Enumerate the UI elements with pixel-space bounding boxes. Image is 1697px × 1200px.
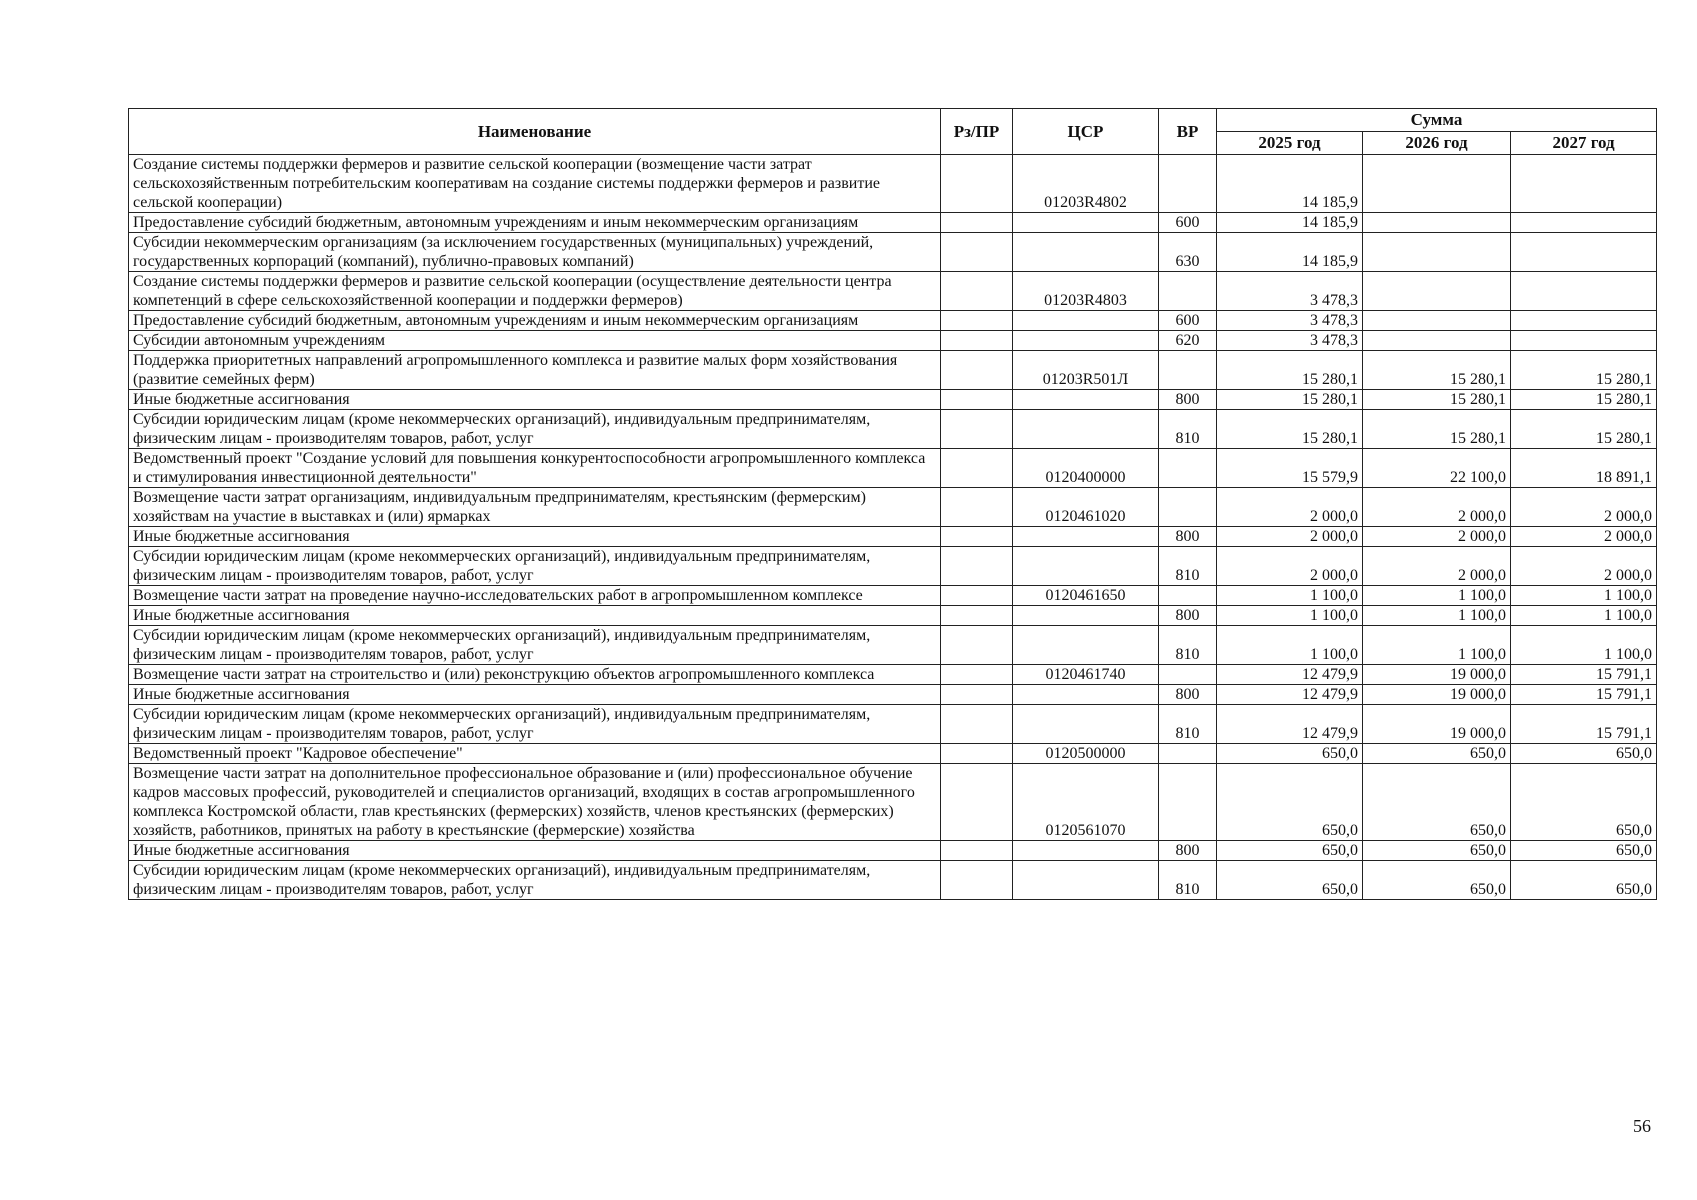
- row-sum-2025: 15 280,1: [1217, 410, 1363, 449]
- row-sum-2026: [1363, 233, 1511, 272]
- row-sum-2026: 650,0: [1363, 841, 1511, 861]
- row-sum-2026: 2 000,0: [1363, 527, 1511, 547]
- row-sum-2027: 650,0: [1511, 764, 1657, 841]
- row-sum-2026: 19 000,0: [1363, 685, 1511, 705]
- row-csr: [1013, 213, 1159, 233]
- row-sum-2026: [1363, 155, 1511, 213]
- row-csr: 0120461740: [1013, 665, 1159, 685]
- row-sum-2027: 15 280,1: [1511, 410, 1657, 449]
- row-csr: [1013, 331, 1159, 351]
- row-name: Возмещение части затрат на строительство и (или) реконструкцию объектов агропромышленного комплекса: [129, 665, 941, 685]
- row-sum-2027: [1511, 331, 1657, 351]
- row-vr: 810: [1159, 547, 1217, 586]
- row-vr: 810: [1159, 626, 1217, 665]
- row-vr: 810: [1159, 861, 1217, 900]
- row-sum-2025: 2 000,0: [1217, 527, 1363, 547]
- row-csr: [1013, 705, 1159, 744]
- table-row: [129, 155, 1657, 213]
- row-rzpr: [941, 744, 1013, 764]
- row-sum-2026: [1363, 213, 1511, 233]
- row-sum-2025: 15 280,1: [1217, 390, 1363, 410]
- row-name: Возмещение части затрат на дополнительное профессиональное образование и (или) профессиональное обучение кадров массовых профессий, руководителей и специалистов организаций, входящих в состав агропромышленного комплекса Костромской области, глав крестьянских (фермерских) хозяйств, членов крестьянских (фермерских) хозяйств, работников, принятых на работу в крестьянские (фермерские) хозяйства: [129, 764, 941, 841]
- row-name: Субсидии юридическим лицам (кроме некоммерческих организаций), индивидуальным предпринимателям, физическим лицам - производителям товаров, работ, услуг: [129, 410, 941, 449]
- table-row: [129, 272, 1657, 311]
- row-name: Предоставление субсидий бюджетным, автономным учреждениям и иным некоммерческим организациям: [129, 213, 941, 233]
- row-sum-2025: 2 000,0: [1217, 547, 1363, 586]
- row-rzpr: [941, 705, 1013, 744]
- row-sum-2026: [1363, 331, 1511, 351]
- row-sum-2027: 15 791,1: [1511, 685, 1657, 705]
- row-sum-2027: 18 891,1: [1511, 449, 1657, 488]
- row-csr: 01203R4802: [1013, 155, 1159, 213]
- row-name: Субсидии юридическим лицам (кроме некоммерческих организаций), индивидуальным предпринимателям, физическим лицам - производителям товаров, работ, услуг: [129, 547, 941, 586]
- row-sum-2025: 1 100,0: [1217, 586, 1363, 606]
- row-rzpr: [941, 449, 1013, 488]
- row-rzpr: [941, 527, 1013, 547]
- table-row: [129, 488, 1657, 527]
- header-csr: ЦСР: [1013, 109, 1159, 155]
- row-sum-2026: 650,0: [1363, 764, 1511, 841]
- table-row: [129, 841, 1657, 861]
- row-vr: 810: [1159, 705, 1217, 744]
- row-csr: [1013, 233, 1159, 272]
- row-csr: [1013, 606, 1159, 626]
- row-name: Субсидии юридическим лицам (кроме некоммерческих организаций), индивидуальным предпринимателям, физическим лицам - производителям товаров, работ, услуг: [129, 861, 941, 900]
- row-rzpr: [941, 311, 1013, 331]
- row-csr: 01203R4803: [1013, 272, 1159, 311]
- row-rzpr: [941, 547, 1013, 586]
- row-sum-2027: 1 100,0: [1511, 626, 1657, 665]
- row-sum-2025: 650,0: [1217, 861, 1363, 900]
- table-row: [129, 233, 1657, 272]
- row-csr: [1013, 390, 1159, 410]
- row-sum-2026: 650,0: [1363, 861, 1511, 900]
- row-csr: [1013, 626, 1159, 665]
- row-name: Иные бюджетные ассигнования: [129, 685, 941, 705]
- row-vr: 810: [1159, 410, 1217, 449]
- row-sum-2027: 650,0: [1511, 861, 1657, 900]
- row-sum-2025: 2 000,0: [1217, 488, 1363, 527]
- row-vr: 630: [1159, 233, 1217, 272]
- row-rzpr: [941, 488, 1013, 527]
- row-sum-2027: [1511, 233, 1657, 272]
- header-year-2026: 2026 год: [1363, 132, 1511, 155]
- row-sum-2025: 15 579,9: [1217, 449, 1363, 488]
- row-rzpr: [941, 861, 1013, 900]
- row-sum-2025: 12 479,9: [1217, 685, 1363, 705]
- row-rzpr: [941, 351, 1013, 390]
- row-name: Ведомственный проект "Кадровое обеспечение": [129, 744, 941, 764]
- row-vr: [1159, 272, 1217, 311]
- table-row: [129, 213, 1657, 233]
- row-vr: [1159, 665, 1217, 685]
- table-row: [129, 547, 1657, 586]
- row-sum-2025: 14 185,9: [1217, 213, 1363, 233]
- row-name: Субсидии юридическим лицам (кроме некоммерческих организаций), индивидуальным предпринимателям, физическим лицам - производителям товаров, работ, услуг: [129, 626, 941, 665]
- row-rzpr: [941, 410, 1013, 449]
- table-row: [129, 685, 1657, 705]
- row-csr: [1013, 841, 1159, 861]
- row-vr: [1159, 744, 1217, 764]
- row-sum-2026: 1 100,0: [1363, 626, 1511, 665]
- row-sum-2027: 650,0: [1511, 841, 1657, 861]
- row-vr: 800: [1159, 390, 1217, 410]
- row-csr: 0120461650: [1013, 586, 1159, 606]
- table-row: [129, 764, 1657, 841]
- row-sum-2025: 12 479,9: [1217, 665, 1363, 685]
- row-csr: [1013, 685, 1159, 705]
- table-row: [129, 861, 1657, 900]
- row-vr: 800: [1159, 527, 1217, 547]
- table-row: [129, 606, 1657, 626]
- row-name: Иные бюджетные ассигнования: [129, 606, 941, 626]
- row-csr: [1013, 861, 1159, 900]
- row-vr: 600: [1159, 311, 1217, 331]
- table-row: [129, 665, 1657, 685]
- row-sum-2026: 15 280,1: [1363, 390, 1511, 410]
- row-sum-2025: 1 100,0: [1217, 626, 1363, 665]
- row-vr: 620: [1159, 331, 1217, 351]
- row-sum-2026: 2 000,0: [1363, 547, 1511, 586]
- row-name: Возмещение части затрат организациям, индивидуальным предпринимателям, крестьянским (фермерским) хозяйствам на участие в выставках и (или) ярмарках: [129, 488, 941, 527]
- row-rzpr: [941, 606, 1013, 626]
- row-sum-2027: 1 100,0: [1511, 586, 1657, 606]
- row-name: Субсидии юридическим лицам (кроме некоммерческих организаций), индивидуальным предпринимателям, физическим лицам - производителям товаров, работ, услуг: [129, 705, 941, 744]
- header-vr: ВР: [1159, 109, 1217, 155]
- row-csr: 0120461020: [1013, 488, 1159, 527]
- row-name: Субсидии автономным учреждениям: [129, 331, 941, 351]
- row-rzpr: [941, 155, 1013, 213]
- table-row: [129, 705, 1657, 744]
- row-sum-2025: 1 100,0: [1217, 606, 1363, 626]
- row-sum-2025: 650,0: [1217, 841, 1363, 861]
- row-sum-2026: 2 000,0: [1363, 488, 1511, 527]
- row-sum-2025: 3 478,3: [1217, 331, 1363, 351]
- table-row: [129, 744, 1657, 764]
- row-vr: 800: [1159, 606, 1217, 626]
- row-vr: [1159, 764, 1217, 841]
- row-vr: 600: [1159, 213, 1217, 233]
- row-sum-2025: 3 478,3: [1217, 311, 1363, 331]
- row-sum-2026: 1 100,0: [1363, 586, 1511, 606]
- row-name: Субсидии некоммерческим организациям (за исключением государственных (муниципальных) учреждений, государственных корпораций (компаний), публично-правовых компаний): [129, 233, 941, 272]
- row-name: Предоставление субсидий бюджетным, автономным учреждениям и иным некоммерческим организациям: [129, 311, 941, 331]
- row-sum-2026: 19 000,0: [1363, 705, 1511, 744]
- table-row: [129, 527, 1657, 547]
- row-csr: 0120500000: [1013, 744, 1159, 764]
- budget-table: [128, 108, 1657, 900]
- row-vr: [1159, 155, 1217, 213]
- row-name: Ведомственный проект "Создание условий для повышения конкурентоспособности агропромышленного комплекса и стимулирования инвестиционной деятельности": [129, 449, 941, 488]
- row-vr: 800: [1159, 685, 1217, 705]
- row-rzpr: [941, 626, 1013, 665]
- row-sum-2025: 12 479,9: [1217, 705, 1363, 744]
- row-rzpr: [941, 841, 1013, 861]
- row-vr: 800: [1159, 841, 1217, 861]
- row-sum-2025: 650,0: [1217, 744, 1363, 764]
- header-rzpr: Рз/ПР: [941, 109, 1013, 155]
- row-sum-2027: 2 000,0: [1511, 527, 1657, 547]
- table-row: [129, 626, 1657, 665]
- row-sum-2025: 14 185,9: [1217, 233, 1363, 272]
- table-row: [129, 586, 1657, 606]
- row-vr: [1159, 351, 1217, 390]
- row-sum-2025: 3 478,3: [1217, 272, 1363, 311]
- row-name: Иные бюджетные ассигнования: [129, 390, 941, 410]
- row-name: Иные бюджетные ассигнования: [129, 841, 941, 861]
- row-rzpr: [941, 764, 1013, 841]
- row-rzpr: [941, 586, 1013, 606]
- row-csr: [1013, 527, 1159, 547]
- row-name: Создание системы поддержки фермеров и развитие сельской кооперации (возмещение части затрат сельскохозяйственным потребительским кооперативам на создание системы поддержки фермеров и развитие сельской кооперации): [129, 155, 941, 213]
- row-sum-2027: 15 280,1: [1511, 351, 1657, 390]
- header-name: Наименование: [129, 109, 941, 155]
- row-sum-2026: [1363, 272, 1511, 311]
- table-row: [129, 331, 1657, 351]
- table-row: [129, 449, 1657, 488]
- row-vr: [1159, 488, 1217, 527]
- row-rzpr: [941, 233, 1013, 272]
- table-header: [129, 109, 1657, 155]
- row-rzpr: [941, 390, 1013, 410]
- table-row: [129, 390, 1657, 410]
- row-sum-2026: [1363, 311, 1511, 331]
- row-csr: 0120400000: [1013, 449, 1159, 488]
- row-name: Поддержка приоритетных направлений агропромышленного комплекса и развитие малых форм хозяйствования (развитие семейных ферм): [129, 351, 941, 390]
- row-sum-2027: 15 280,1: [1511, 390, 1657, 410]
- page-number: 56: [1633, 1116, 1651, 1136]
- row-name: Возмещение части затрат на проведение научно-исследовательских работ в агропромышленном комплексе: [129, 586, 941, 606]
- row-sum-2025: 650,0: [1217, 764, 1363, 841]
- row-rzpr: [941, 331, 1013, 351]
- row-sum-2027: [1511, 272, 1657, 311]
- row-rzpr: [941, 665, 1013, 685]
- header-sum: Сумма: [1217, 109, 1657, 132]
- row-csr: 0120561070: [1013, 764, 1159, 841]
- row-rzpr: [941, 685, 1013, 705]
- row-name: Создание системы поддержки фермеров и развитие сельской кооперации (осуществление деятельности центра компетенций в сфере сельскохозяйственной кооперации и поддержки фермеров): [129, 272, 941, 311]
- row-sum-2027: 2 000,0: [1511, 488, 1657, 527]
- row-vr: [1159, 586, 1217, 606]
- header-year-2027: 2027 год: [1511, 132, 1657, 155]
- table-row: [129, 410, 1657, 449]
- row-sum-2026: 19 000,0: [1363, 665, 1511, 685]
- row-csr: [1013, 311, 1159, 331]
- row-sum-2025: 15 280,1: [1217, 351, 1363, 390]
- row-csr: 01203R501Л: [1013, 351, 1159, 390]
- row-csr: [1013, 547, 1159, 586]
- row-sum-2027: [1511, 155, 1657, 213]
- row-vr: [1159, 449, 1217, 488]
- row-sum-2027: 650,0: [1511, 744, 1657, 764]
- table-body: [129, 155, 1657, 900]
- row-sum-2026: 15 280,1: [1363, 351, 1511, 390]
- row-sum-2026: 1 100,0: [1363, 606, 1511, 626]
- row-sum-2027: [1511, 311, 1657, 331]
- table-row: [129, 351, 1657, 390]
- row-name: Иные бюджетные ассигнования: [129, 527, 941, 547]
- table-row: [129, 311, 1657, 331]
- row-rzpr: [941, 213, 1013, 233]
- row-sum-2027: 2 000,0: [1511, 547, 1657, 586]
- row-sum-2027: 15 791,1: [1511, 665, 1657, 685]
- header-year-2025: 2025 год: [1217, 132, 1363, 155]
- row-sum-2025: 14 185,9: [1217, 155, 1363, 213]
- row-sum-2027: 1 100,0: [1511, 606, 1657, 626]
- row-sum-2026: 22 100,0: [1363, 449, 1511, 488]
- row-csr: [1013, 410, 1159, 449]
- row-sum-2027: [1511, 213, 1657, 233]
- row-sum-2026: 650,0: [1363, 744, 1511, 764]
- row-sum-2027: 15 791,1: [1511, 705, 1657, 744]
- row-rzpr: [941, 272, 1013, 311]
- row-sum-2026: 15 280,1: [1363, 410, 1511, 449]
